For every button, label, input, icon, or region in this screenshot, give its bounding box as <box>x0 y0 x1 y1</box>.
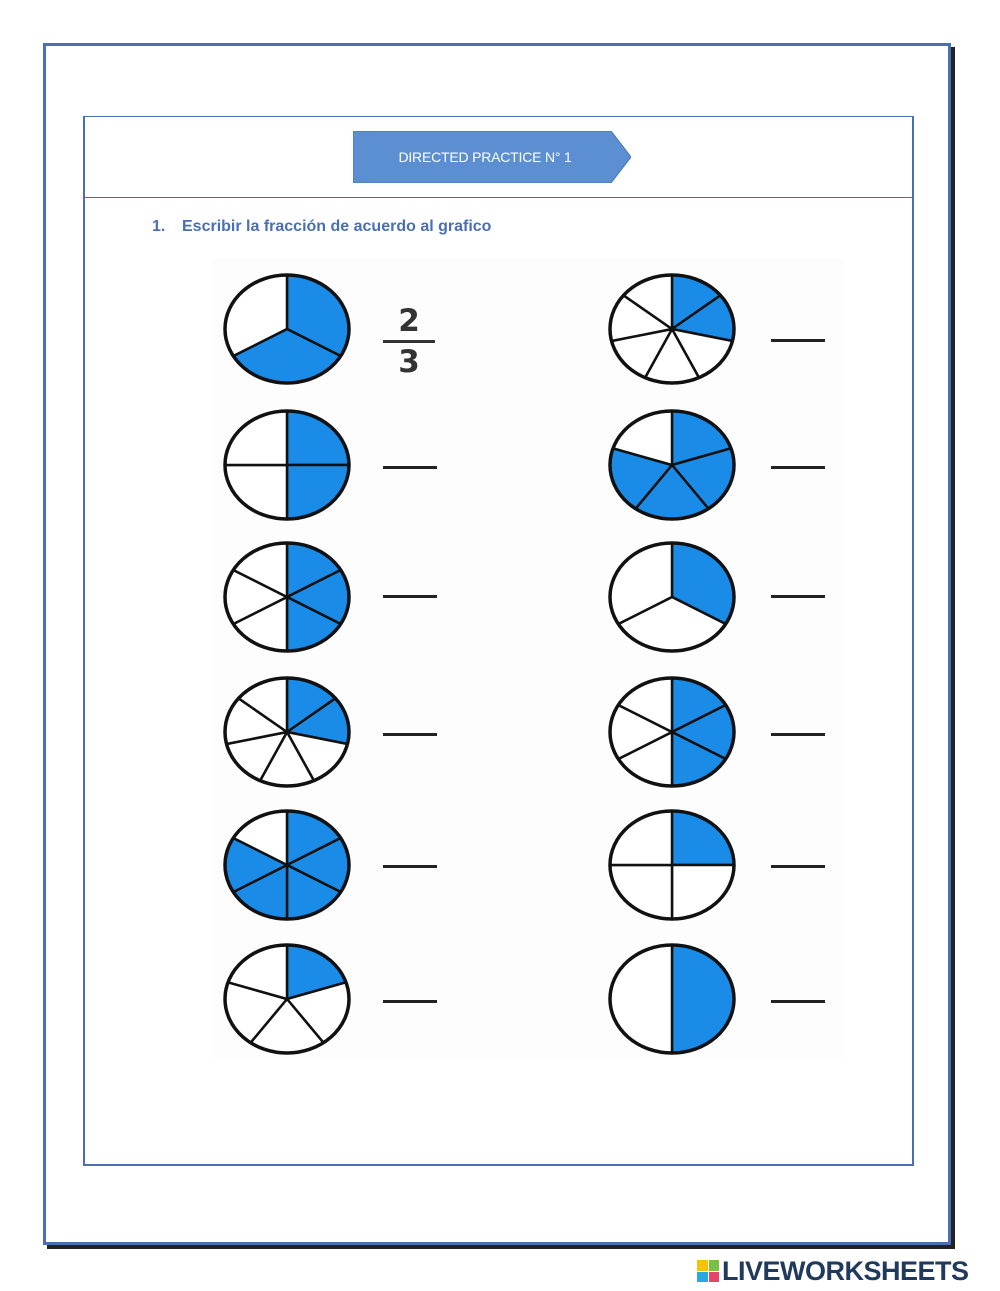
answer-blank[interactable] <box>771 595 825 598</box>
header-divider <box>85 197 912 198</box>
fraction-circle <box>610 275 734 383</box>
liveworksheets-logo-icon <box>697 1260 719 1282</box>
question-number: 1. <box>152 218 166 235</box>
logo-square <box>709 1260 720 1271</box>
fraction-circle <box>225 945 349 1053</box>
fraction-circle <box>610 543 734 651</box>
question-text: Escribir la fracción de acuerdo al grafico <box>182 218 492 235</box>
answer-blank[interactable] <box>771 733 825 736</box>
logo-square <box>697 1260 708 1271</box>
answer-blank[interactable] <box>771 1000 825 1003</box>
brand-text: LIVEWORKSHEETS <box>722 1255 969 1286</box>
practice-banner <box>353 131 631 183</box>
answer-blank[interactable] <box>771 466 825 469</box>
example-numerator: 2 <box>398 303 420 339</box>
example-denominator: 3 <box>398 344 420 380</box>
logo-square <box>709 1272 720 1283</box>
question-1 <box>152 218 491 236</box>
answer-blank[interactable] <box>383 733 437 736</box>
fraction-circle <box>610 811 734 919</box>
fraction-circle <box>610 945 734 1053</box>
example-fraction <box>383 304 435 379</box>
answer-blank[interactable] <box>383 595 437 598</box>
fraction-circle <box>225 275 349 383</box>
answer-blank[interactable] <box>771 865 825 868</box>
liveworksheets-brand <box>697 1256 969 1286</box>
logo-square <box>697 1272 708 1283</box>
answer-blank[interactable] <box>383 865 437 868</box>
answer-blank[interactable] <box>383 466 437 469</box>
fraction-circles <box>212 258 845 1060</box>
shaded-slice <box>672 945 734 1053</box>
answer-blank[interactable] <box>771 339 825 342</box>
fraction-figures <box>212 258 845 1060</box>
banner-label: DIRECTED PRACTICE N° 1 <box>398 149 572 165</box>
fraction-circle <box>225 811 349 919</box>
fraction-circle <box>610 678 734 786</box>
empty-slice <box>610 945 672 1053</box>
fraction-circle <box>610 411 734 519</box>
fraction-circle <box>225 543 349 651</box>
answer-blank[interactable] <box>383 1000 437 1003</box>
fraction-bar <box>383 340 435 343</box>
fraction-circle <box>225 678 349 786</box>
fraction-circle <box>225 411 349 519</box>
